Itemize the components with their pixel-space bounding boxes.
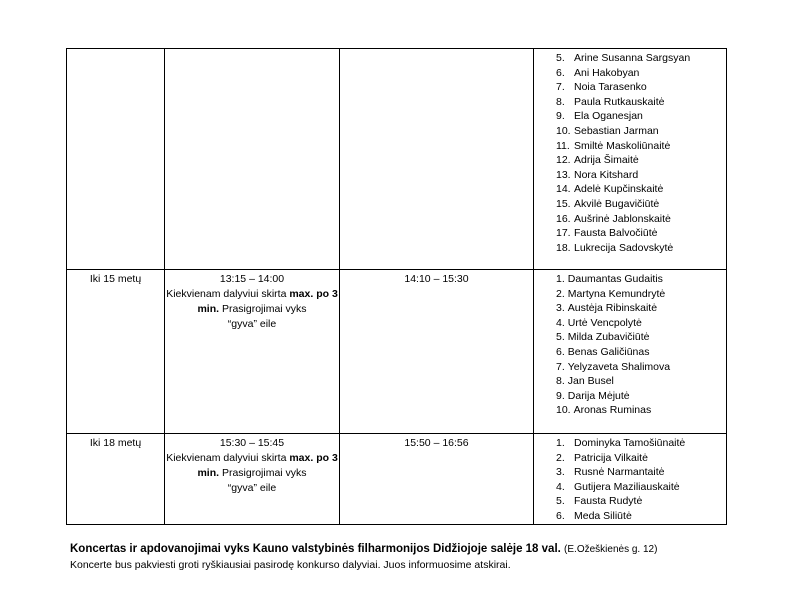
list-item [556, 436, 726, 451]
participant-name: Fausta Balvočiūtė [574, 227, 658, 240]
participant-list [534, 434, 726, 524]
participant-name: Aronas Ruminas [573, 404, 652, 417]
list-item [556, 509, 726, 524]
participant-number: 5. [556, 495, 565, 508]
participant-name: Darija Mėjutė [567, 389, 630, 402]
participant-name: Martyna Kemundrytė [567, 287, 666, 300]
participant-number: 5. [556, 331, 565, 344]
schedule-row [67, 434, 727, 525]
list-item [556, 95, 726, 110]
participant-number: 5. [556, 52, 565, 64]
list-item [556, 360, 726, 375]
participant-number: 2. [556, 451, 565, 464]
participant-number: 6. [556, 509, 565, 522]
concert-address: (E.Ožeškienės g. 12) [564, 544, 658, 555]
list-item [556, 494, 726, 509]
list-item [556, 389, 726, 404]
registration-time: 13:15 – 14:00 [219, 273, 285, 285]
schedule-table [66, 48, 727, 525]
participant-number: 9. [556, 110, 565, 123]
note-max-time: max. po 3 min. [197, 287, 338, 315]
participant-number: 7. [556, 81, 565, 94]
participant-name: Jan Busel [567, 375, 614, 388]
list-item [556, 212, 726, 227]
list-item [556, 330, 726, 345]
footer-notes [70, 541, 750, 573]
participant-number: 11. [556, 139, 570, 152]
participant-name: Akvilė Bugavičiūtė [574, 197, 660, 210]
participant-name: Urtė Vencpolytė [567, 316, 642, 329]
participant-name: Ela Oganesjan [574, 110, 643, 123]
list-item [556, 124, 726, 139]
participants-cell [534, 434, 727, 525]
participant-name: Rusnė Narmantaitė [574, 466, 665, 479]
participant-number: 1. [556, 437, 565, 449]
participant-number: 15. [556, 197, 571, 210]
participant-name: Adelė Kupčinskaitė [574, 183, 664, 196]
age-category-cell: Iki 18 metų [67, 434, 165, 525]
participant-number: 4. [556, 316, 565, 329]
time-limit-note [165, 287, 339, 332]
participants-cell [534, 270, 727, 434]
participant-name: Nora Kitshard [574, 168, 639, 181]
invite-note: Koncerte bus pakviesti groti ryškiausiai pasirodę konkurso dalyviai. Juos informuosime atskirai. [70, 559, 511, 571]
participant-number: 6. [556, 66, 565, 79]
participant-number: 10. [556, 404, 571, 417]
note-text-middle: Prasigrojimai vyks [219, 302, 307, 315]
participant-name: Patricija Vilkaitė [574, 451, 648, 464]
list-item [556, 403, 726, 418]
time-limit-note [165, 451, 339, 496]
list-item [556, 480, 726, 495]
participant-number: 8. [556, 375, 565, 388]
participant-number: 14. [556, 183, 571, 196]
participant-name: Adrija Šimaitė [574, 154, 639, 167]
concert-announcement: Koncertas ir apdovanojimai vyks Kauno valstybinės filharmonijos Didžiojoje salėje 18 val. [70, 543, 561, 555]
participant-number: 7. [556, 360, 565, 373]
note-text-start: Kiekvienam dalyviui skirta [166, 287, 290, 300]
participant-name: Arine Susanna Sargsyan [574, 52, 691, 64]
registration-cell [165, 434, 340, 525]
participant-number: 10. [556, 124, 571, 137]
participant-name: Smiltė Maskoliūnaitė [574, 139, 671, 152]
participant-number: 1. [556, 273, 565, 285]
list-item [556, 374, 726, 389]
list-item [556, 451, 726, 466]
note-text-end: “gyva” eile [227, 317, 277, 330]
participant-number: 2. [556, 287, 565, 300]
participant-list [534, 49, 726, 255]
participant-name: Austėja Ribinskaitė [567, 302, 658, 315]
list-item [556, 182, 726, 197]
registration-time: 15:30 – 15:45 [219, 437, 285, 449]
note-text-start: Kiekvienam dalyviui skirta [166, 451, 290, 464]
participant-number: 17. [556, 227, 571, 240]
participants-cell [534, 49, 727, 270]
participant-number: 4. [556, 480, 565, 493]
registration-cell [165, 49, 340, 270]
list-item [556, 465, 726, 480]
note-max-time: max. po 3 min. [197, 451, 338, 479]
participant-name: Meda Siliūtė [574, 509, 632, 522]
concert-info [70, 541, 750, 558]
list-item [556, 51, 726, 66]
list-item [556, 241, 726, 256]
age-category-cell [67, 49, 165, 270]
participant-name: Fausta Rudytė [574, 495, 643, 508]
participant-name: Gutijera Maziliauskaitė [574, 480, 680, 493]
participant-name: Aušrinė Jablonskaitė [574, 212, 671, 225]
list-item [556, 272, 726, 287]
list-item [556, 168, 726, 183]
participant-name: Sebastian Jarman [574, 124, 659, 137]
list-item [556, 80, 726, 95]
registration-cell [165, 270, 340, 434]
participant-name: Noia Tarasenko [574, 81, 647, 94]
participant-number: 18. [556, 241, 571, 254]
schedule-row [67, 49, 727, 270]
note-text-end: “gyva” eile [227, 481, 277, 494]
participant-name: Benas Galičiūnas [567, 345, 650, 358]
participant-number: 13. [556, 168, 571, 181]
participant-name: Daumantas Gudaitis [567, 273, 663, 285]
list-item [556, 301, 726, 316]
performance-time-cell: 14:10 – 15:30 [340, 270, 534, 434]
list-item [556, 226, 726, 241]
participant-number: 9. [556, 389, 565, 402]
participant-name: Dominyka Tamošiūnaitė [574, 437, 686, 449]
participant-number: 6. [556, 345, 565, 358]
list-item [556, 197, 726, 212]
list-item [556, 316, 726, 331]
participant-number: 8. [556, 95, 565, 108]
list-item [556, 345, 726, 360]
participant-name: Ani Hakobyan [574, 66, 640, 79]
participant-number: 12. [556, 154, 571, 167]
schedule-row [67, 270, 727, 434]
list-item [556, 139, 726, 154]
note-text-middle: Prasigrojimai vyks [219, 466, 307, 479]
participant-number: 3. [556, 466, 565, 479]
performance-time-cell: 15:50 – 16:56 [340, 434, 534, 525]
list-item [556, 109, 726, 124]
participant-name: Lukrecija Sadovskytė [574, 241, 674, 254]
participant-name: Paula Rutkauskaitė [574, 95, 665, 108]
participant-number: 16. [556, 212, 571, 225]
participant-name: Milda Zubavičiūtė [567, 331, 650, 344]
performance-time-cell [340, 49, 534, 270]
list-item [556, 153, 726, 168]
schedule-body [67, 49, 727, 525]
list-item [556, 66, 726, 81]
participant-list [534, 270, 726, 418]
list-item [556, 287, 726, 302]
participant-number: 3. [556, 302, 565, 315]
age-category-cell: Iki 15 metų [67, 270, 165, 434]
participant-name: Yelyzaveta Shalimova [567, 360, 671, 373]
